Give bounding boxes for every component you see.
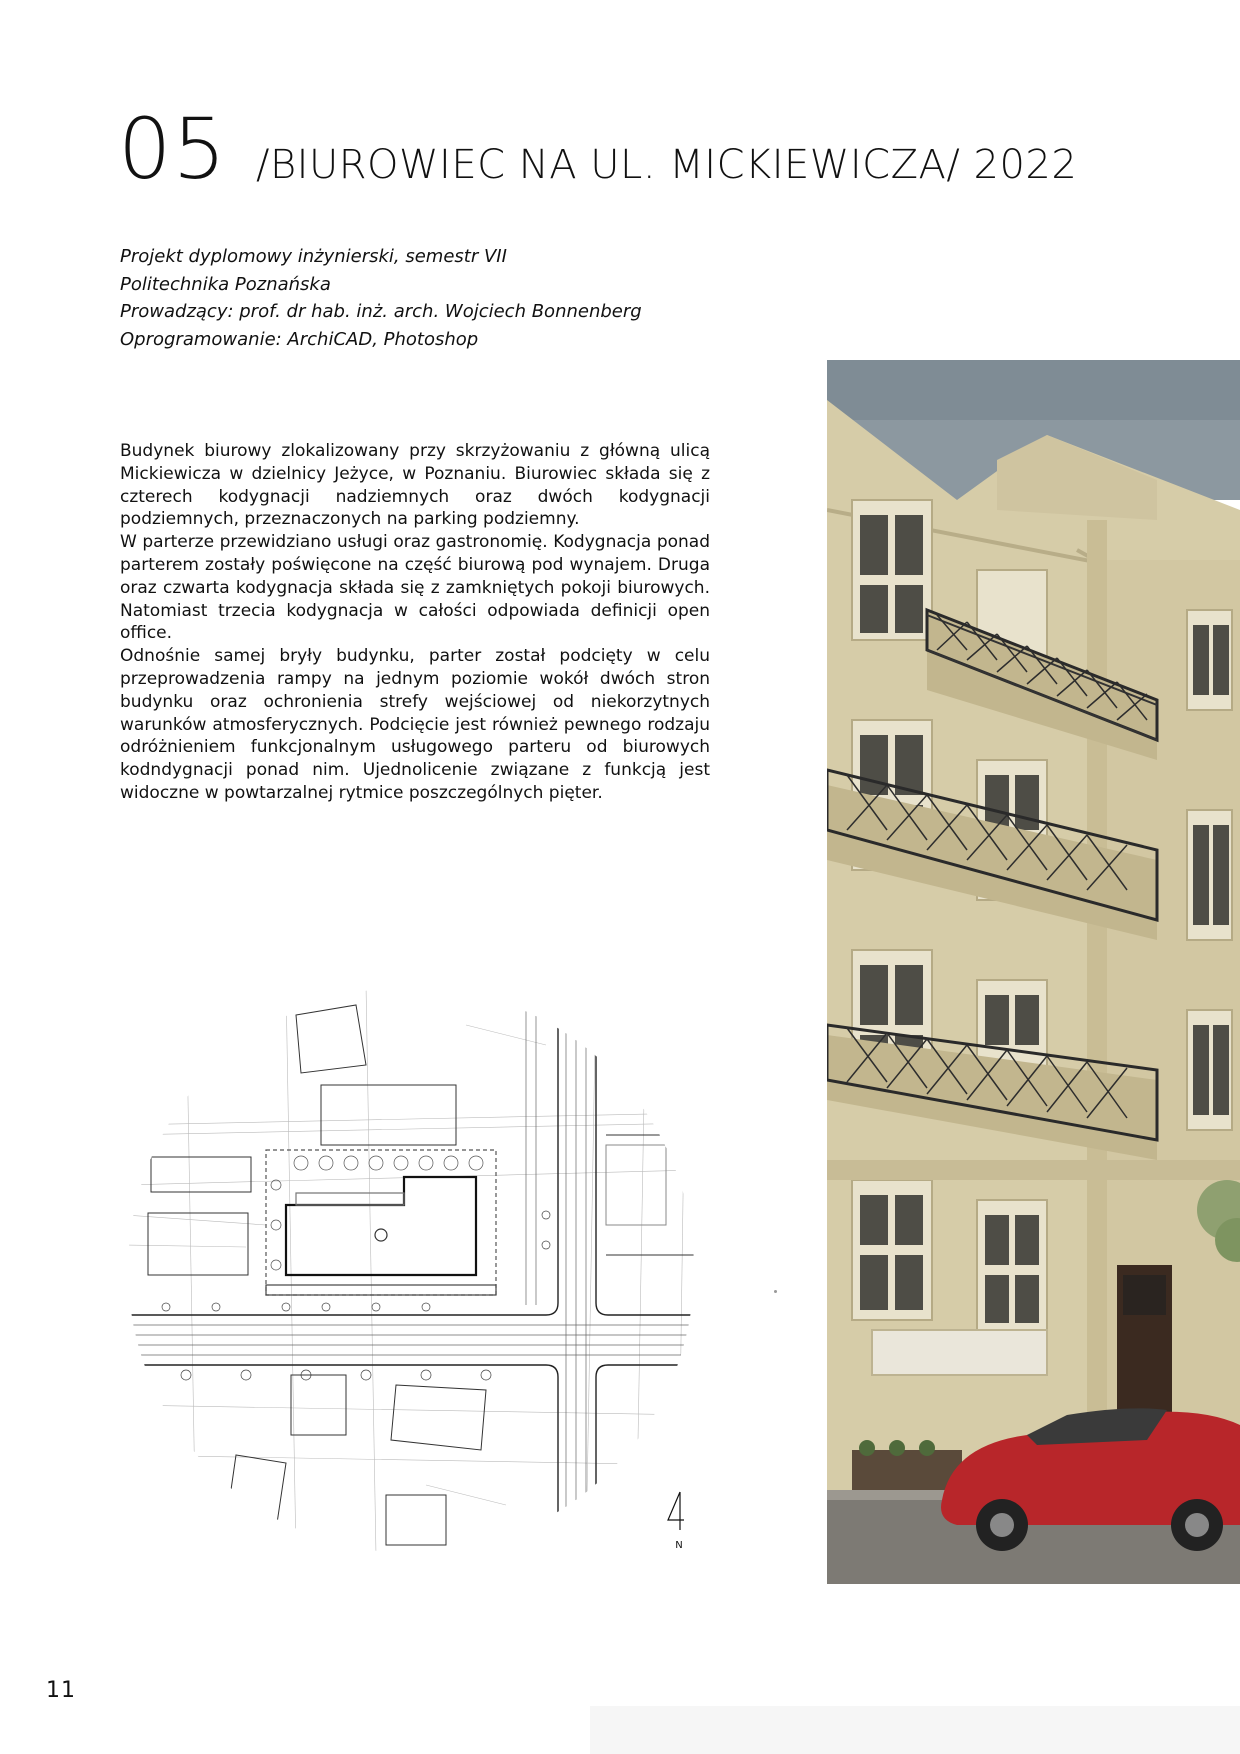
- meta-course: Projekt dyplomowy inżynierski, semestr VII: [120, 246, 507, 267]
- facade-photo-image: [827, 360, 1240, 1584]
- description-paragraph-2: W parterze przewidziano usługi oraz gastronomię. Kodygnacja ponad parterem zostały poświęcone na część biurową pod wynajem. Druga oraz czwarta kodygnacja składa się z zamkniętych pokoji biurowych. Natomiast trzecia kodygnacja w całości odpowiada definicji open office.: [120, 532, 710, 644]
- north-arrow-icon: [664, 1490, 694, 1534]
- site-plan: [126, 985, 696, 1555]
- page-title: [118, 100, 1198, 200]
- meta-university: Politechnika Poznańska: [120, 273, 331, 295]
- page-number: 11: [46, 1678, 76, 1703]
- project-title: /BIUROWIEC NA UL. MICKIEWICZA/ 2022: [255, 142, 1078, 188]
- north-arrow: [664, 1490, 694, 1550]
- description-paragraph-3: Odnośnie samej bryły budynku, parter został podcięty w celu przeprowadzenia rampy na jednym poziomie wokół dwóch stron budynku oraz ochronienia strefy wejściowej od niekorzytnych warunków atmosferycznych. Podcięcie jest również pewnego rodzaju odróżnieniem funkcjonalnym usługowego parteru od biurowych kodndygnacji ponad nim. Ujednolicenie związane z funkcją jest widoczne w powtarzalnej rytmice poszczególnych pięter.: [120, 646, 710, 803]
- stray-dot: [774, 1290, 777, 1293]
- site-plan-drawing: [126, 985, 696, 1555]
- project-number: 05: [118, 100, 227, 198]
- project-meta: [120, 243, 740, 353]
- corner-shade: [590, 1706, 1240, 1754]
- description-paragraph-1: Budynek biurowy zlokalizowany przy skrzyżowaniu z główną ulicą Mickiewicza w dzielnicy Jeżyce, w Poznaniu. Biurowiec składa się z czterech kodygnacji nadziemnych oraz dwóch kodygnacji podziemnych, przeznaczonych na parking podziemny.: [120, 441, 710, 530]
- project-description: [120, 440, 710, 805]
- meta-software: Oprogramowanie: ArchiCAD, Photoshop: [120, 328, 479, 350]
- north-label: N: [675, 1540, 683, 1551]
- facade-photo: [827, 360, 1240, 1584]
- meta-supervisor: Prowadzący: prof. dr hab. inż. arch. Wojciech Bonnenberg: [120, 301, 642, 322]
